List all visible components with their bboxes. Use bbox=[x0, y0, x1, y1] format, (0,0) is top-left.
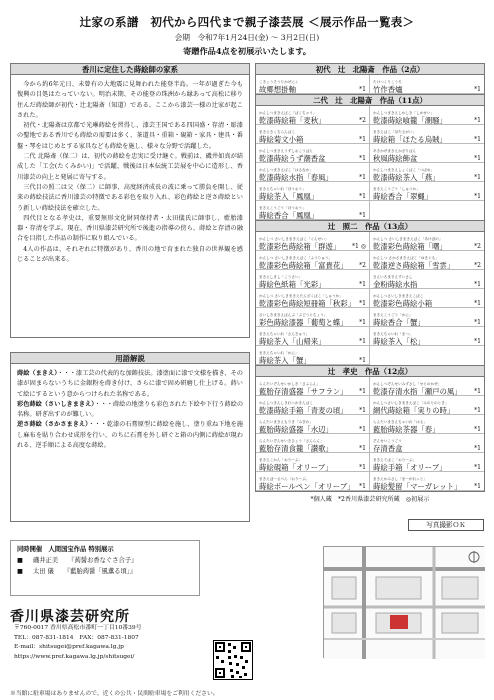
qr-code-icon[interactable] bbox=[213, 640, 253, 680]
work-item bbox=[256, 472, 370, 491]
work-name: 乾漆蒔絵手箱「青麦の頃」 bbox=[259, 405, 348, 415]
exhibition-period bbox=[0, 32, 494, 43]
work-note: *1 bbox=[474, 117, 481, 124]
work-item bbox=[256, 289, 370, 308]
work-item bbox=[256, 251, 370, 270]
work-reading: かんしつまきえばこ「はるなか」 bbox=[259, 168, 313, 172]
work-note: *1 bbox=[359, 319, 366, 326]
work-text bbox=[373, 150, 417, 162]
work-text bbox=[259, 459, 333, 471]
work-name: 藍胎蒔絵茶器「春」 bbox=[373, 424, 440, 434]
work-reading: かんしつまきえばこ「ばくちゃう」 bbox=[259, 111, 317, 115]
history-paragraph: 初代・北陽斎は京都で光琳蒔絵を習得し、漆芸王国である四国盛・存清・彫漆の聖地である香川でも蒔絵の需要は多く、茶道具・重箱・硯箱・家具・建具・番盤・琴をはじめとする家具なども蒔絵を施し、様々な分野で活躍した。 bbox=[17, 122, 243, 150]
map-graphic bbox=[324, 547, 485, 659]
website-link[interactable]: https://www.pref.kagawa.lg.jp/shitsugei/ bbox=[14, 653, 135, 660]
work-reading: まきえこうごう「しゅうか」 bbox=[373, 187, 420, 191]
work-note: *1 bbox=[474, 300, 481, 307]
work-note: *1 bbox=[359, 300, 366, 307]
work-text bbox=[259, 169, 333, 181]
artist-name: 磯井正美 bbox=[32, 557, 59, 564]
work-item bbox=[370, 251, 484, 270]
work-name: 蒔絵ボールペン「オリーブ」 bbox=[259, 481, 355, 491]
work-reading: かんしつぞんせいみずさし「せとのかぜ」 bbox=[373, 382, 442, 386]
parking-note: ※当館に駐車場はありませんので、近くの公共・民間駐車場をご利用ください。 bbox=[10, 691, 219, 697]
works-list bbox=[255, 63, 485, 504]
work-item bbox=[256, 125, 370, 144]
work-name: 乾漆存清水指「瀬戸の風」 bbox=[373, 386, 462, 396]
history-paragraph: 4人の作品は、それぞれに特徴があり、香川の地で育まれた独自の世界観を感じることが出来る。 bbox=[17, 245, 243, 264]
glossary-term: 逆さ蒔絵（さかさまきえ） bbox=[17, 421, 89, 429]
work-item bbox=[256, 75, 370, 94]
work-name: 藍胎存清盛器「サフラン」 bbox=[259, 386, 348, 396]
location-map bbox=[323, 546, 484, 658]
bullet-icon: ■ bbox=[17, 568, 23, 575]
work-text bbox=[259, 478, 355, 490]
work-reading: かんしつさいしきまきえばこ「みのりのとき」 bbox=[373, 401, 449, 405]
work-item bbox=[256, 396, 370, 415]
work-note: *1 bbox=[359, 193, 366, 200]
work-reading: かんしつ さいしきまきえばこ「ぐんせい」 bbox=[259, 237, 329, 241]
history-body bbox=[11, 75, 249, 270]
work-item bbox=[256, 453, 370, 472]
work-note: *1 bbox=[359, 338, 366, 345]
address: 〒760-0017 香川県高松市番町一丁目10番39号 bbox=[14, 625, 142, 631]
work-text bbox=[259, 188, 318, 200]
works-section bbox=[255, 220, 485, 365]
work-note: *2 bbox=[474, 243, 481, 250]
work-reading: かんしつまきえしょくばこ「つばめ」 bbox=[373, 168, 435, 172]
work-note: *2 bbox=[359, 262, 366, 269]
work-note: *1 bbox=[474, 136, 481, 143]
qr-graphic bbox=[214, 641, 252, 679]
work-note: *1 bbox=[359, 445, 366, 452]
work-reading: あきかぜまきえかざりばん bbox=[373, 149, 417, 153]
work-reading: まきえこうごう「かに」 bbox=[373, 313, 413, 317]
work-reading: まきえちゃいれ「かに」 bbox=[259, 351, 299, 355]
glossary-heading: 用語解説 bbox=[11, 353, 249, 364]
work-note: *1 bbox=[474, 281, 481, 288]
work-name: 存清香盒 bbox=[373, 443, 403, 453]
glossary-desc: ・・・漆工芸の代表的な加飾技法。漆塗面に漆で文様を描き、その漆が固まらないうちに金銀粉を蒔き付け、さらに漆で固め研磨し仕上げる。蒔いて絵にするという意からつけられた名称である。 bbox=[17, 370, 243, 398]
section-heading: 辻 照二 作品（13点） bbox=[256, 221, 484, 232]
works-section bbox=[255, 63, 485, 94]
work-note: *1 bbox=[359, 174, 366, 181]
work-item bbox=[256, 182, 370, 201]
work-item bbox=[370, 415, 484, 434]
organization-name: 香川県漆芸研究所 bbox=[10, 609, 130, 625]
work-note: *1 bbox=[359, 136, 366, 143]
work-text bbox=[259, 314, 348, 326]
work-text bbox=[373, 459, 447, 471]
work-note: *1 bbox=[474, 445, 481, 452]
works-grid bbox=[256, 377, 484, 491]
bullet-icon: ■ bbox=[17, 557, 23, 564]
work-reading: こきょうそうりかぜにく bbox=[259, 80, 299, 84]
count-note: *個人蔵 bbox=[310, 496, 332, 503]
work-name: 蒔絵茶入「松」 bbox=[373, 336, 425, 346]
work-reading: まきえちゃいれ「ほうおう」 bbox=[259, 187, 306, 191]
work-text bbox=[373, 295, 432, 307]
work-note: *1 bbox=[474, 155, 481, 162]
work-reading: まきえこうごう「ほうおう」 bbox=[259, 206, 306, 210]
work-item bbox=[256, 346, 370, 365]
works-grid bbox=[256, 106, 484, 220]
work-reading: まきえちゃいれ「さんきゅう」 bbox=[259, 332, 310, 336]
work-name: 乾漆彩色蒔絵箱「富貴花」 bbox=[259, 260, 348, 270]
artwork-title: 『藍胎蒟醤「風薫る頃」』 bbox=[63, 568, 137, 575]
history-heading: 香川に定住した蒔絵師の家系 bbox=[11, 64, 249, 75]
works-sections bbox=[255, 63, 485, 492]
work-reading: まきえばこ「ほたるがい」 bbox=[373, 130, 417, 134]
concurrent-title: 同時開催 人間国宝作品 特別展示 bbox=[17, 546, 114, 553]
work-name: 網代蒔絵箱「実りの時」 bbox=[373, 405, 455, 415]
work-reading: まきえちゃいれ「まつ」 bbox=[373, 332, 413, 336]
work-text bbox=[259, 207, 318, 219]
work-note: *1 bbox=[359, 483, 366, 490]
work-reading: かんしつきんしきれっかきんばこ bbox=[259, 401, 313, 405]
work-text bbox=[373, 421, 440, 433]
work-name: 蒔絵手箱「オリーブ」 bbox=[373, 462, 447, 472]
work-note: *1 bbox=[474, 174, 481, 181]
work-name: 乾漆彩色蒔絵箱「群遊」 bbox=[259, 241, 341, 251]
glossary-item bbox=[17, 400, 243, 421]
work-name: 金粉蒔絵水指 bbox=[373, 279, 418, 289]
work-text bbox=[373, 257, 454, 269]
glossary-panel bbox=[10, 352, 250, 522]
work-item bbox=[370, 472, 484, 491]
work-note: *1 bbox=[474, 464, 481, 471]
work-text bbox=[373, 276, 417, 288]
work-name: 故郷想掛軸 bbox=[259, 84, 296, 94]
work-text bbox=[373, 478, 461, 490]
concurrent-row bbox=[17, 555, 193, 566]
work-reading: まきえてばこ「おりーぶ」 bbox=[373, 458, 417, 462]
work-note: *2 bbox=[359, 117, 366, 124]
contact-info bbox=[14, 624, 142, 662]
work-name: 蒔絵茶入「蟹」 bbox=[259, 355, 311, 365]
work-name: 蒔絵茶入「山帰来」 bbox=[259, 336, 326, 346]
work-text bbox=[373, 81, 403, 93]
work-reading: らんたいまきえちゃいれ「はる」 bbox=[373, 420, 427, 424]
work-note: *1 bbox=[359, 86, 366, 93]
work-text bbox=[373, 112, 447, 124]
work-text bbox=[373, 238, 447, 250]
work-item bbox=[370, 327, 484, 346]
work-text bbox=[259, 402, 348, 414]
work-item bbox=[256, 201, 370, 220]
glossary-desc: ・・・乾漆の石膏原型に蒔絵を施し、塗り重ね下地を施し麻布を貼り合わせ成形を行い、のちに石膏を外し研ぐと箱の内側に蒔絵が現われる、逆手順による高度な蒔絵。 bbox=[17, 421, 243, 450]
work-reading: ぞんせいこうごう bbox=[373, 439, 402, 443]
work-note: *1 bbox=[359, 212, 366, 219]
glossary-desc: ・・・蒔絵の地塗りも彩色された下絵や下行う蒔絵の名称。研ぎ出すのが難しい。 bbox=[17, 400, 244, 419]
glossary-item bbox=[17, 420, 243, 451]
work-reading: さいしきまきえばんぶ「ぶどうとちょう」 bbox=[259, 313, 328, 317]
concurrent-exhibit bbox=[10, 540, 200, 596]
work-note: *1 bbox=[359, 464, 366, 471]
work-text bbox=[259, 440, 333, 452]
work-item bbox=[370, 163, 484, 182]
work-reading: まきえぼーるぺん「おりーぶ」 bbox=[259, 477, 310, 481]
work-item bbox=[370, 182, 484, 201]
work-text bbox=[259, 421, 333, 433]
history-paragraph: 三代目の照二は父（保二）に師事、高度経済成長の波に乗って勝負を開し、従来の蒔絵技法に香川漆芸の特徴である彩色を取り入れ、彩色蒔絵と逆さ蒔絵という新しい蒔絵技法を確立した。 bbox=[17, 183, 243, 212]
work-item bbox=[256, 232, 370, 251]
work-item bbox=[370, 289, 484, 308]
history-paragraph: 二代 北陽斎（保二）は、初代の蒔絵を忠実に受け継ぐ。戦前は、磯井如真が結成した「工会(たくみかい)」で活躍、戦後は日本伝統工芸展を中心に造形し、香川漆芸の向上と発展に寄与する。 bbox=[17, 153, 243, 181]
work-name: 彩色蒔絵漆器「葡萄と蝶」 bbox=[259, 317, 348, 327]
work-note: *1 ◎ bbox=[352, 243, 366, 250]
work-text bbox=[373, 333, 425, 345]
artist-name: 太田 儀 bbox=[32, 568, 54, 575]
work-note: *1 bbox=[359, 155, 366, 162]
work-name: 蒔絵箱「ほたる烏賊」 bbox=[373, 134, 447, 144]
work-item bbox=[256, 327, 370, 346]
works-grid bbox=[256, 75, 484, 94]
work-note: *1 bbox=[474, 319, 481, 326]
work-item bbox=[256, 106, 370, 125]
work-name: 乾漆蒔絵水指「春風」 bbox=[259, 172, 333, 182]
work-text bbox=[259, 257, 348, 269]
concurrent-row bbox=[17, 566, 193, 577]
work-item bbox=[370, 232, 484, 251]
work-note: *1 bbox=[359, 426, 366, 433]
work-reading: まきえきくちらんばこ bbox=[259, 130, 295, 134]
history-panel bbox=[10, 63, 250, 338]
works-section bbox=[255, 94, 485, 220]
work-reading: らんたいぞんせいかしき「さふらん」 bbox=[259, 382, 321, 386]
work-text bbox=[373, 188, 432, 200]
work-text bbox=[373, 383, 462, 395]
work-note: *1 bbox=[359, 357, 366, 364]
work-reading: かんしつまきえしかしき「しかせい」 bbox=[373, 111, 435, 115]
work-note: *1 bbox=[474, 426, 481, 433]
work-note: *1 bbox=[474, 388, 481, 395]
work-text bbox=[373, 402, 454, 414]
work-item bbox=[370, 377, 484, 396]
work-text bbox=[259, 352, 311, 364]
work-text bbox=[259, 295, 355, 307]
work-text bbox=[259, 112, 326, 124]
email-link[interactable]: E-mail：shitsugei@pref.kagawa.lg.jp bbox=[14, 644, 124, 651]
work-item bbox=[370, 396, 484, 415]
works-footnote bbox=[255, 494, 485, 504]
section-heading: 初代 辻 北陽斎 作品（2点） bbox=[256, 64, 484, 75]
work-note: *1 bbox=[474, 338, 481, 345]
section-heading: 辻 孝史 作品（12点） bbox=[256, 366, 484, 377]
work-name: 乾漆彩色蒔絵箱「曙」 bbox=[373, 241, 447, 251]
work-item bbox=[370, 308, 484, 327]
work-name: 秋風蒔絵飾盆 bbox=[373, 153, 418, 163]
work-note: *1 bbox=[474, 86, 481, 93]
work-reading: らんたいまきえもりき「みぎわ」 bbox=[259, 420, 313, 424]
page-title: 辻家の系譜 初代から四代まで親子漆芸展 ＜展示作品一覧表＞ bbox=[79, 15, 415, 29]
work-item bbox=[370, 75, 484, 94]
artwork-title: 『蒟醤お香なぐさ合子』 bbox=[68, 557, 138, 564]
work-text bbox=[373, 169, 440, 181]
glossary-term: 彩色蒔絵（さいしきまきえ） bbox=[17, 400, 95, 408]
work-text bbox=[259, 276, 326, 288]
work-reading: かんしつ さいしきまきえばこ「あけぼの」 bbox=[373, 237, 443, 241]
work-text bbox=[259, 150, 326, 162]
work-item bbox=[256, 377, 370, 396]
work-name: 蒔絵香合「翠蝿」 bbox=[373, 191, 433, 201]
work-name: 乾漆蒔絵喰籠「潮騒」 bbox=[373, 115, 447, 125]
work-text bbox=[259, 131, 303, 143]
work-name: 竹作香爐 bbox=[373, 84, 403, 94]
work-text bbox=[259, 383, 348, 395]
period-dates: 令和7年1月24日(金) 〜 3月2日(日) bbox=[197, 33, 320, 42]
work-name: 乾漆蒔絵うず潮香盆 bbox=[259, 153, 326, 163]
work-reading: かんしつ さかさまきえばこ「ゆきぐも」 bbox=[373, 256, 439, 260]
work-name: 藍胎蒔絵盛器「水辺」 bbox=[259, 424, 333, 434]
phone-fax: TEL：087-831-1814 FAX：087-831-1807 bbox=[14, 634, 139, 641]
glossary-term: 蒔絵（まきえ） bbox=[17, 370, 58, 377]
work-name: 乾漆彩色蒔絵小箱 bbox=[373, 298, 433, 308]
work-reading: かんしつさいしきまきえこばこ bbox=[373, 294, 424, 298]
work-reading: まきえかみさし「まーがれっと」 bbox=[373, 477, 427, 481]
work-reading: まきえこかん「おりーぶ」 bbox=[259, 458, 303, 462]
work-reading: たけつくりこうろ bbox=[373, 80, 402, 84]
photo-ok-badge: 写真撮影ＯＫ bbox=[408, 519, 484, 531]
source-note: *2香川県漆芸研究所蔵 ◎初展示 bbox=[337, 496, 430, 503]
work-item bbox=[256, 270, 370, 289]
history-paragraph: 四代目となる孝史は、重要無形文化財同保持者・太田儀氏に師事し、藍胎漆器・存清を学ぶ。現在、香川県漆芸研究所で後進の指導の傍ら、蒔絵と存清の融合を目指した作品の制作に取り組んでいる。 bbox=[17, 214, 243, 243]
work-note: *1 bbox=[474, 483, 481, 490]
work-name: 蒔絵菊文小箱 bbox=[259, 134, 304, 144]
work-item bbox=[370, 106, 484, 125]
work-name: 乾漆蒔絵箱「麦秋」 bbox=[259, 115, 326, 125]
work-name: 乾漆蒔絵茶入「燕」 bbox=[373, 172, 440, 182]
work-item bbox=[370, 453, 484, 472]
work-reading: かんしつ さいしきまきえたんざくばこ「しゅうか」 bbox=[259, 294, 343, 298]
glossary-item bbox=[17, 369, 243, 400]
works-grid bbox=[256, 232, 484, 365]
work-name: 蒔絵香合「蟹」 bbox=[373, 317, 425, 327]
work-name: 蒔絵色紙箱「光彩」 bbox=[259, 279, 326, 289]
work-text bbox=[259, 333, 326, 345]
work-note: *2 bbox=[474, 262, 481, 269]
history-paragraph: 今から約6年元日、未曾有の大地震に見舞われた能登半島。一年が過ぎた今も復興の目処はたっていない。明治末期、その能登の珠洲から縁あって高松に移り住んだ蒔絵師が初代・辻北陽斎（知道）である。ここから漆芸一様の辻家が起こされた。 bbox=[17, 81, 243, 119]
work-text bbox=[259, 81, 299, 93]
work-item bbox=[256, 144, 370, 163]
donation-notice: 寄贈作品4点を初展示いたします。 bbox=[183, 46, 311, 56]
work-reading: かんしつまきえうずしおこうばん bbox=[259, 149, 313, 153]
work-note: *1 bbox=[359, 281, 366, 288]
work-reading: かんしつ さいしきまきえばこ「ふうりゅう」 bbox=[259, 256, 333, 260]
work-name: 蒔絵髪留「マーガレット」 bbox=[373, 481, 462, 491]
work-note: *1 bbox=[359, 407, 366, 414]
work-reading: らんたいぞんせいきひょう「さんらん」 bbox=[259, 439, 324, 443]
glossary-body bbox=[11, 364, 249, 456]
work-text bbox=[373, 440, 403, 452]
work-text bbox=[259, 238, 340, 250]
work-reading: きんいろまきえすいさし bbox=[373, 275, 413, 279]
work-item bbox=[370, 270, 484, 289]
work-item bbox=[256, 308, 370, 327]
work-item bbox=[256, 434, 370, 453]
work-item bbox=[256, 163, 370, 182]
work-name: 蒔絵香合「鳳凰」 bbox=[259, 210, 319, 220]
work-reading: まきえしきし「こうさい」 bbox=[259, 275, 303, 279]
work-name: 蒔絵硯箱「オリーブ」 bbox=[259, 462, 333, 472]
work-text bbox=[373, 131, 447, 143]
period-label: 会期 bbox=[174, 33, 190, 42]
works-section bbox=[255, 365, 485, 492]
work-note: *1 bbox=[359, 388, 366, 395]
section-heading: 二代 辻 北陽斎 作品（11点） bbox=[256, 95, 484, 106]
work-item bbox=[370, 144, 484, 163]
work-item bbox=[370, 125, 484, 144]
work-name: 藍胎存清食籠「讃歌」 bbox=[259, 443, 333, 453]
work-name: 乾漆逆さ蒔絵箱「雪雲」 bbox=[373, 260, 455, 270]
work-note: *1 bbox=[474, 193, 481, 200]
work-item bbox=[256, 415, 370, 434]
work-note: *1 bbox=[474, 407, 481, 414]
work-name: 乾漆彩色蒔絵短冊箱「秋彩」 bbox=[259, 298, 356, 308]
work-name: 蒔絵茶入「鳳凰」 bbox=[259, 191, 319, 201]
work-text bbox=[373, 314, 425, 326]
work-item bbox=[370, 434, 484, 453]
